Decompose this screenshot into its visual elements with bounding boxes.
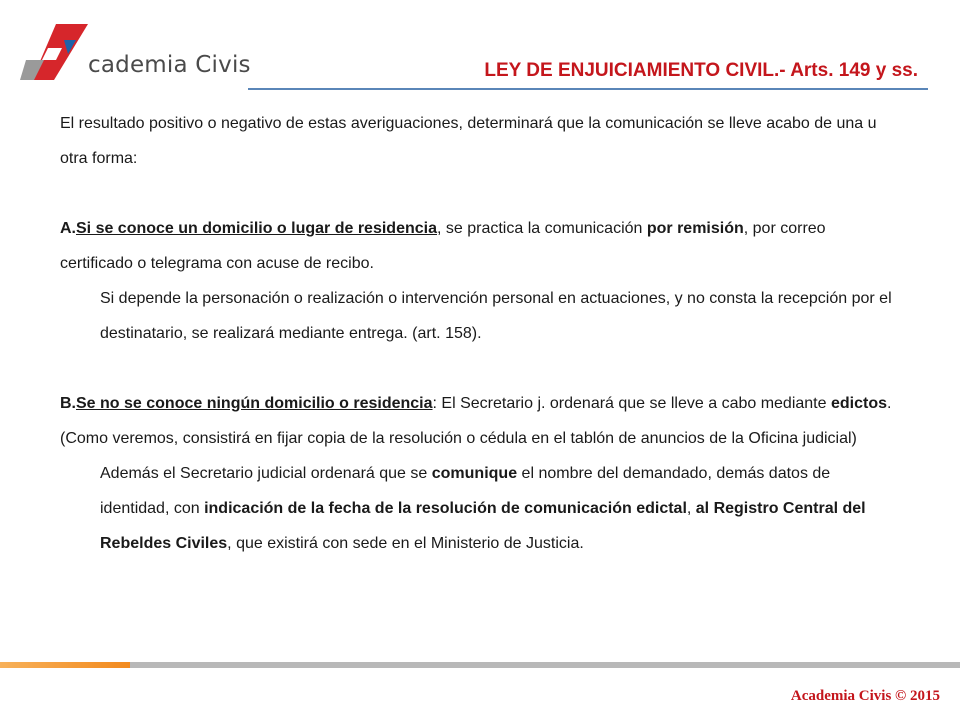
footer-bar-accent [0, 662, 130, 668]
academia-civis-logo-icon [18, 18, 98, 88]
option-b-paragraph [60, 386, 900, 456]
title-underline [248, 88, 928, 90]
option-a-prefix: A. [60, 220, 76, 237]
option-b-prefix: B. [60, 395, 76, 412]
footer-copyright: Academia Civis © 2015 [790, 688, 940, 704]
option-a-text-1: , se practica la comunicación [436, 220, 647, 237]
logo [18, 18, 258, 88]
logo-text: cademia Civis [88, 52, 251, 78]
option-b-sub-text-1: Además el Secretario judicial ordenará que se [100, 465, 432, 482]
option-a-text-2: , por correo certificado o telegrama con acuse de recibo. [60, 220, 826, 272]
option-b-condition: Se no se conoce ningún domicilio o residencia [76, 395, 433, 412]
option-b-bold-1: edictos [830, 395, 887, 412]
page-title: LEY DE ENJUICIAMIENTO CIVIL.- Arts. 149 y ss. [484, 60, 918, 81]
option-b-text-2: . (Como veremos, consistirá en fijar copia de la resolución o cédula en el tablón de anuncios de la Oficina judicial) [60, 395, 892, 447]
option-b-sub-text-3: , [686, 500, 696, 517]
slide-content [60, 106, 900, 561]
option-b-sub-bold-2: indicación de la fecha de la resolución de comunicación edictal [204, 500, 687, 517]
option-b-sub-bold-1: comunique [431, 465, 518, 482]
option-b-sub-bold-3: al Registro Central del Rebeldes Civiles [100, 500, 866, 552]
option-a-subparagraph: Si depende la personación o realización o intervención personal en actuaciones, y no consta la recepción por el destinatario, se realizará mediante entrega. (art. 158). [100, 290, 892, 342]
option-b-text-1: : El Secretario j. ordenará que se lleve a cabo mediante [432, 395, 831, 412]
option-a-paragraph [60, 211, 900, 281]
option-b-sub-text-4: , que existirá con sede en el Ministerio de Justicia. [227, 535, 584, 552]
option-b-subparagraph [60, 456, 900, 561]
option-b-sub-text-2: el nombre del demandado, demás datos de identidad, con [100, 465, 831, 517]
option-a-condition: Si se conoce un domicilio o lugar de residencia [76, 220, 437, 237]
option-a-bold-1: por remisión [646, 220, 744, 237]
intro-paragraph: El resultado positivo o negativo de estas averiguaciones, determinará que la comunicación se lleve acabo de una u otra forma: [60, 115, 877, 167]
footer-bar [0, 662, 960, 668]
